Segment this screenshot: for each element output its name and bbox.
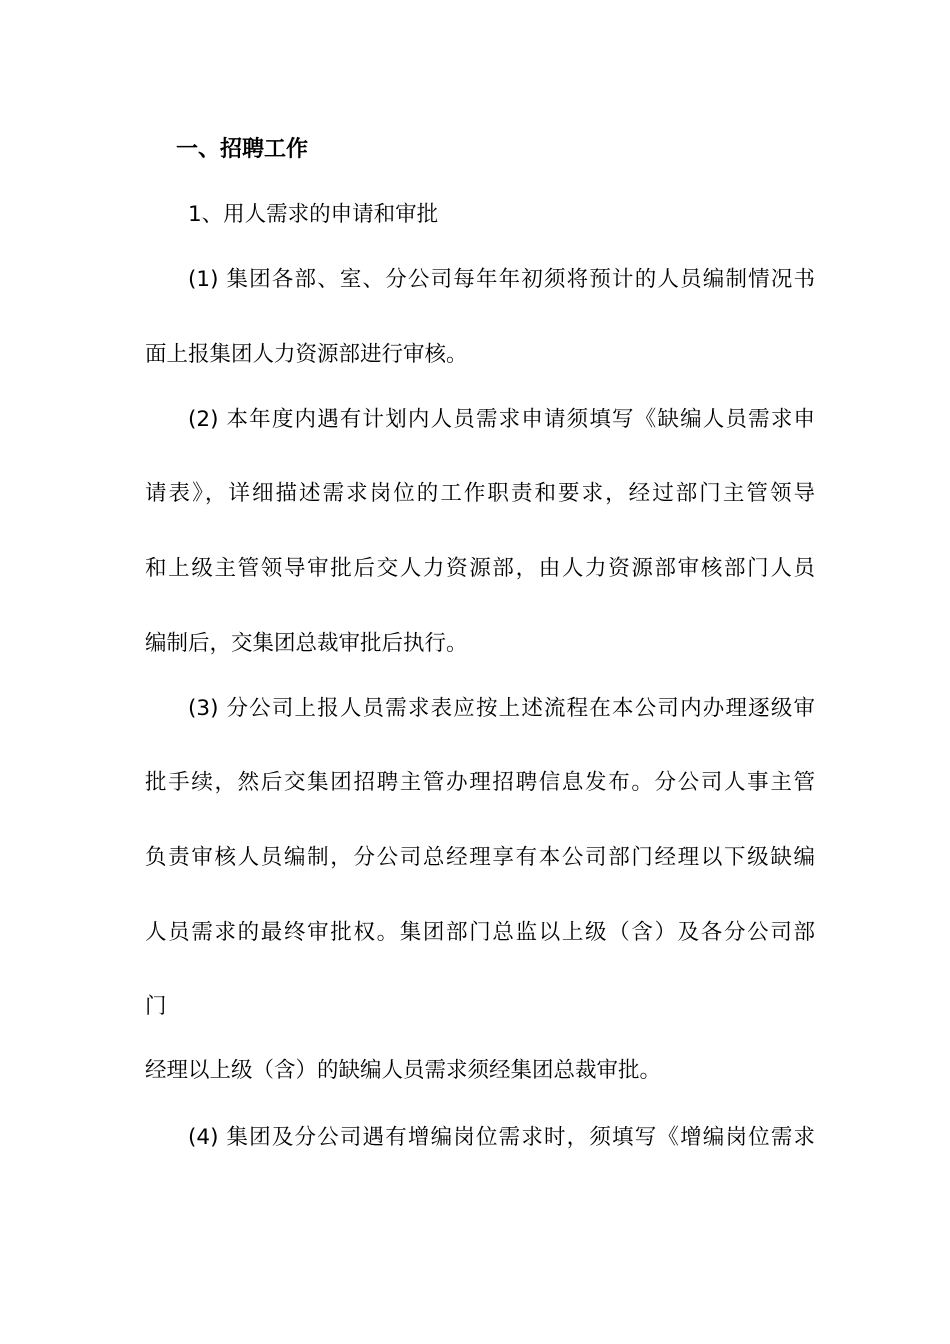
paragraph-2-line-3: 和上级主管领导审批后交人力资源部，由人力资源部审核部门人员 bbox=[145, 556, 815, 581]
paragraph-4-line-1: (4) 集团及分公司遇有增编岗位需求时，须填写《增编岗位需求 bbox=[188, 1125, 815, 1150]
paragraph-3-line-5: 门 bbox=[145, 994, 167, 1019]
section-title: 一、招聘工作 bbox=[176, 137, 309, 162]
paragraph-3-line-2: 批手续，然后交集团招聘主管办理招聘信息发布。分公司人事主管 bbox=[145, 770, 815, 795]
paragraph-3-line-4: 人员需求的最终审批权。集团部门总监以上级（含）及各分公司部 bbox=[145, 920, 815, 945]
paragraph-3-line-6: 经理以上级（含）的缺编人员需求须经集团总裁审批。 bbox=[145, 1058, 662, 1083]
paragraph-3-line-3: 负责审核人员编制，分公司总经理享有本公司部门经理以下级缺编 bbox=[145, 845, 815, 870]
subsection-title: 1、用人需求的申请和审批 bbox=[188, 202, 439, 227]
paragraph-2-line-1: (2) 本年度内遇有计划内人员需求申请须填写《缺编人员需求申 bbox=[188, 407, 815, 432]
paragraph-1-line-1: (1) 集团各部、室、分公司每年年初须将预计的人员编制情况书 bbox=[188, 267, 815, 292]
paragraph-1-line-2: 面上报集团人力资源部进行审核。 bbox=[145, 342, 468, 367]
paragraph-2-line-4: 编制后，交集团总裁审批后执行。 bbox=[145, 631, 468, 656]
paragraph-2-line-2: 请表》，详细描述需求岗位的工作职责和要求，经过部门主管领导 bbox=[145, 481, 815, 506]
paragraph-3-line-1: (3) 分公司上报人员需求表应按上述流程在本公司内办理逐级审 bbox=[188, 696, 815, 721]
